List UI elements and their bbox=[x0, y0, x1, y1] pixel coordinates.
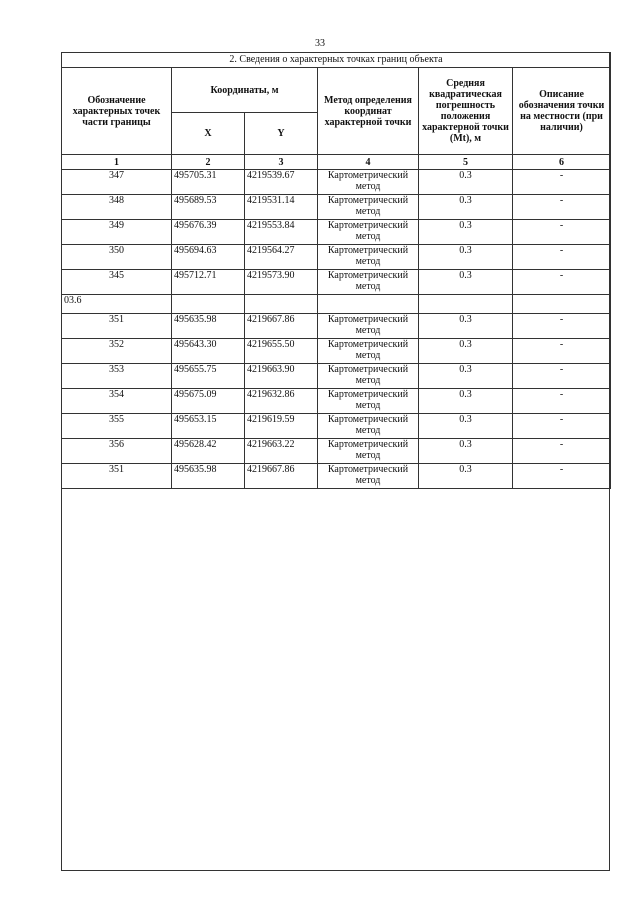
cell-point: 352 bbox=[62, 339, 172, 364]
cell-description: - bbox=[513, 389, 611, 414]
cell-mt: 0.3 bbox=[419, 364, 513, 389]
cell-method: Картометрический метод bbox=[318, 220, 419, 245]
column-number-5: 5 bbox=[419, 155, 513, 170]
table-row bbox=[62, 314, 611, 339]
cell-method: Картометрический метод bbox=[318, 439, 419, 464]
empty-cell bbox=[172, 295, 245, 314]
cell-point: 349 bbox=[62, 220, 172, 245]
header-method: Метод определения координат характерной точки bbox=[318, 68, 419, 155]
table-row bbox=[62, 270, 611, 295]
cell-method: Картометрический метод bbox=[318, 339, 419, 364]
page-number: 33 bbox=[315, 38, 325, 49]
cell-description: - bbox=[513, 170, 611, 195]
header-y: Y bbox=[245, 113, 318, 155]
cell-mt: 0.3 bbox=[419, 339, 513, 364]
cell-mt: 0.3 bbox=[419, 314, 513, 339]
cell-y: 4219667.86 bbox=[245, 464, 318, 489]
cell-point: 356 bbox=[62, 439, 172, 464]
column-number-6: 6 bbox=[513, 155, 611, 170]
empty-cell bbox=[245, 295, 318, 314]
cell-method: Картометрический метод bbox=[318, 389, 419, 414]
cell-point: 351 bbox=[62, 464, 172, 489]
cell-x: 495655.75 bbox=[172, 364, 245, 389]
cell-x: 495705.31 bbox=[172, 170, 245, 195]
header-x: X bbox=[172, 113, 245, 155]
section-label: 03.6 bbox=[62, 295, 172, 314]
cell-description: - bbox=[513, 270, 611, 295]
cell-x: 495635.98 bbox=[172, 314, 245, 339]
column-number-1: 1 bbox=[62, 155, 172, 170]
table-row bbox=[62, 389, 611, 414]
table-row bbox=[62, 364, 611, 389]
table-row bbox=[62, 339, 611, 364]
cell-description: - bbox=[513, 439, 611, 464]
header-mean-square-error: Средняя квадратическая погрешность положения характерной точки (Mt), м bbox=[419, 68, 513, 155]
cell-description: - bbox=[513, 464, 611, 489]
boundary-points-table bbox=[61, 52, 611, 489]
cell-x: 495653.15 bbox=[172, 414, 245, 439]
cell-method: Картометрический метод bbox=[318, 464, 419, 489]
cell-description: - bbox=[513, 364, 611, 389]
cell-x: 495689.53 bbox=[172, 195, 245, 220]
cell-point: 345 bbox=[62, 270, 172, 295]
cell-point: 347 bbox=[62, 170, 172, 195]
section-row bbox=[62, 295, 611, 314]
cell-point: 351 bbox=[62, 314, 172, 339]
cell-method: Картометрический метод bbox=[318, 314, 419, 339]
cell-method: Картометрический метод bbox=[318, 270, 419, 295]
cell-y: 4219564.27 bbox=[245, 245, 318, 270]
cell-point: 348 bbox=[62, 195, 172, 220]
column-number-3: 3 bbox=[245, 155, 318, 170]
cell-y: 4219619.59 bbox=[245, 414, 318, 439]
cell-method: Картометрический метод bbox=[318, 245, 419, 270]
cell-x: 495676.39 bbox=[172, 220, 245, 245]
cell-y: 4219663.90 bbox=[245, 364, 318, 389]
cell-point: 354 bbox=[62, 389, 172, 414]
cell-mt: 0.3 bbox=[419, 270, 513, 295]
cell-y: 4219667.86 bbox=[245, 314, 318, 339]
cell-point: 353 bbox=[62, 364, 172, 389]
table-row bbox=[62, 439, 611, 464]
cell-mt: 0.3 bbox=[419, 464, 513, 489]
cell-y: 4219663.22 bbox=[245, 439, 318, 464]
column-number-4: 4 bbox=[318, 155, 419, 170]
cell-description: - bbox=[513, 314, 611, 339]
cell-point: 355 bbox=[62, 414, 172, 439]
cell-method: Картометрический метод bbox=[318, 170, 419, 195]
cell-y: 4219632.86 bbox=[245, 389, 318, 414]
cell-x: 495643.30 bbox=[172, 339, 245, 364]
table-row bbox=[62, 195, 611, 220]
table-title: 2. Сведения о характерных точках границ объекта bbox=[62, 53, 611, 68]
cell-method: Картометрический метод bbox=[318, 364, 419, 389]
header-description: Описание обозначения точки на местности (при наличии) bbox=[513, 68, 611, 155]
cell-y: 4219553.84 bbox=[245, 220, 318, 245]
table-row bbox=[62, 170, 611, 195]
header-point-designation: Обозначение характерных точек части границы bbox=[62, 68, 172, 155]
cell-point: 350 bbox=[62, 245, 172, 270]
table-row bbox=[62, 464, 611, 489]
empty-cell bbox=[513, 295, 611, 314]
cell-x: 495635.98 bbox=[172, 464, 245, 489]
table-row bbox=[62, 220, 611, 245]
cell-description: - bbox=[513, 245, 611, 270]
cell-description: - bbox=[513, 195, 611, 220]
cell-mt: 0.3 bbox=[419, 439, 513, 464]
cell-mt: 0.3 bbox=[419, 170, 513, 195]
cell-description: - bbox=[513, 220, 611, 245]
cell-y: 4219655.50 bbox=[245, 339, 318, 364]
empty-cell bbox=[419, 295, 513, 314]
cell-mt: 0.3 bbox=[419, 195, 513, 220]
cell-y: 4219539.67 bbox=[245, 170, 318, 195]
cell-mt: 0.3 bbox=[419, 245, 513, 270]
cell-description: - bbox=[513, 414, 611, 439]
cell-x: 495628.42 bbox=[172, 439, 245, 464]
cell-y: 4219531.14 bbox=[245, 195, 318, 220]
cell-mt: 0.3 bbox=[419, 220, 513, 245]
header-coordinates: Координаты, м bbox=[172, 68, 318, 113]
cell-mt: 0.3 bbox=[419, 389, 513, 414]
cell-method: Картометрический метод bbox=[318, 414, 419, 439]
cell-x: 495675.09 bbox=[172, 389, 245, 414]
column-number-2: 2 bbox=[172, 155, 245, 170]
empty-cell bbox=[318, 295, 419, 314]
table-row bbox=[62, 414, 611, 439]
table-row bbox=[62, 245, 611, 270]
cell-mt: 0.3 bbox=[419, 414, 513, 439]
cell-method: Картометрический метод bbox=[318, 195, 419, 220]
cell-x: 495694.63 bbox=[172, 245, 245, 270]
cell-description: - bbox=[513, 339, 611, 364]
cell-x: 495712.71 bbox=[172, 270, 245, 295]
cell-y: 4219573.90 bbox=[245, 270, 318, 295]
